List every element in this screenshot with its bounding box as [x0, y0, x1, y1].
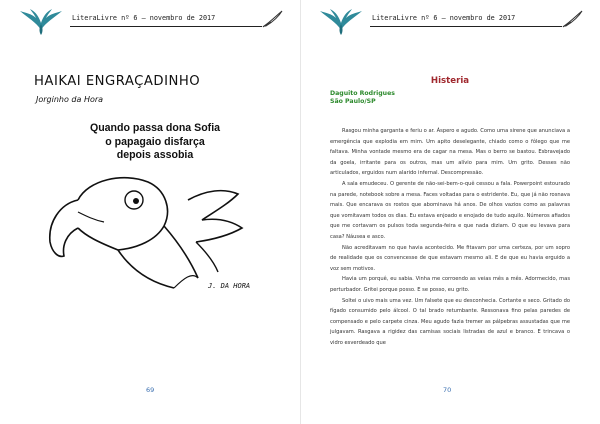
- article-title: Histeria: [430, 76, 470, 86]
- poem-line: depois assobia: [116, 149, 194, 162]
- article-body: [330, 126, 570, 348]
- header-rule: [370, 26, 562, 27]
- poem-title: HAIKAI ENGRAÇADINHO: [34, 74, 201, 89]
- author-city: São Paulo/SP: [330, 98, 376, 105]
- page-number: 69: [146, 386, 155, 394]
- header-text: LiteraLivre nº 6 – novembro de 2017: [72, 14, 216, 22]
- poem: [60, 122, 250, 163]
- paragraph: Havia um porquê, eu sabia. Vinha me corroendo as veias mês a mês. Adormecido, mas perturbador. Gritei porque posso. E se posso, eu grito.: [330, 276, 570, 293]
- paragraph: Rasgou minha garganta e feriu o ar. Áspero e agudo. Como uma sirene que anunciava a emergência que explodia em mim. Um apito deselegante, chiado como o fôlego que me faltava. Minha vontade mesmo era de cagar na mesa. Mas o berro se bastou. Esbravejado da goela, irritante para os outros, mas um alívio para mim. Um grito. Desses não articulados, erguidos num alarido infernal. Descompressão.: [330, 128, 570, 177]
- bird-logo-icon: [318, 8, 364, 36]
- paragraph: Soltei o uivo mais uma vez. Um falsete que eu desconhecia. Cortante e seco. Gritado do fígado consumido pelo álcool. O tal brado retumbante. Ressonava fino pelas paredes de compensado e pelo carpete cinza. Meu agudo fazia tremer as pálpebras assustadas que me julgavam. Rasgava a rigidez das camisas sociais listradas de azul e branco. E trincava o vidro esverdeado que: [330, 297, 570, 346]
- header-text: LiteraLivre nº 6 – novembro de 2017: [372, 14, 516, 22]
- author-name: Daguito Rodrigues: [330, 90, 395, 97]
- bird-logo-icon: [18, 8, 64, 36]
- quill-icon: [262, 10, 284, 28]
- poem-line: Quando passa dona Sofia: [89, 122, 221, 134]
- page-header: [318, 8, 584, 36]
- drawing-signature: J. DA HORA: [208, 282, 251, 290]
- right-page: [300, 0, 600, 424]
- poem-line: o papagaio disfarça: [105, 135, 205, 148]
- parrot-drawing: [38, 160, 268, 295]
- poem-author: Jorginho da Hora: [36, 95, 104, 104]
- paragraph: Não acreditavam no que havia acontecido. Me fitavam por uma certeza, por um sopro de realidade que os convencesse de que estavam mesmo ali. E de que eu havia erguido a voz sem motivos.: [330, 244, 570, 272]
- header-rule: [70, 26, 262, 27]
- paragraph: A sala emudeceu. O gerente de não-sei-bem-o-quê cessou a fala. Powerpoint estourado na parede, notebook sobre a mesa. Faces voltadas para o estridente. Eu, que já não rosnava mais. Que encarava os rostos que abominava há anos. De olhos vazios como as palavras que vomitavam todos os dias. Eu estava enjoado e enojado de tudo aquilo. Números afiados que me cortavam os pulsos toda segunda-feira e que nada diziam. O que eu levava para casa? Náusea e asco.: [330, 180, 570, 240]
- page-number: 70: [443, 386, 452, 394]
- quill-icon: [562, 10, 584, 28]
- page-header: [18, 8, 284, 36]
